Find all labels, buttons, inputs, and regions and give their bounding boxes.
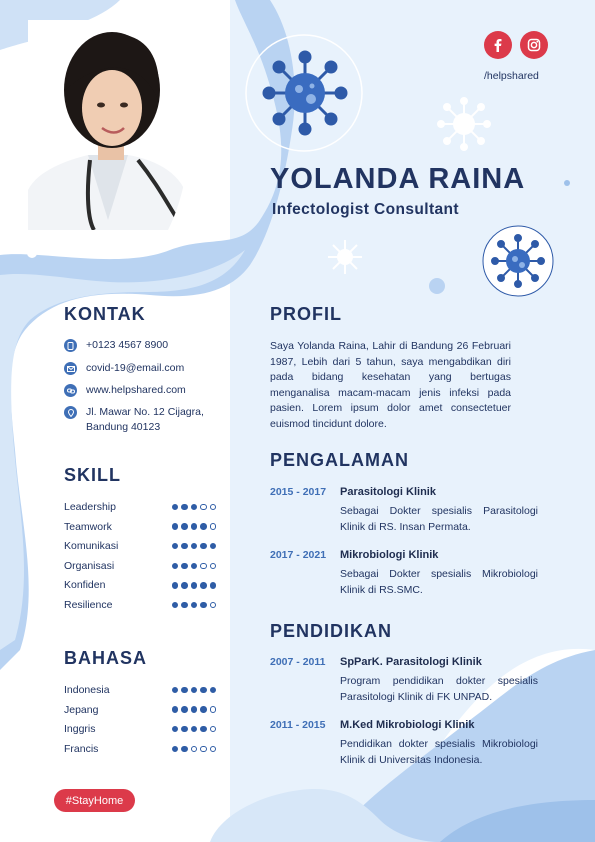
rating-dot-empty (191, 746, 198, 753)
rating-dot-filled (172, 726, 179, 733)
rating-dot-filled (191, 582, 198, 589)
experience-2-title: Mikrobiologi Klinik (340, 549, 439, 561)
rating-dot-filled (191, 687, 198, 694)
rating-dot-filled (200, 687, 207, 694)
rating-dot-empty (200, 563, 207, 570)
virus-outline-small (436, 96, 492, 152)
profile-heading: PROFIL (270, 304, 342, 324)
link-icon (64, 384, 77, 397)
skill-label: Resilience (64, 599, 113, 611)
language-row (64, 683, 216, 697)
person-role: Infectologist Consultant (272, 201, 459, 218)
contact-address-text: Jl. Mawar No. 12 Cijagra, Bandung 40123 (86, 406, 204, 433)
virus-illustration-circle (482, 225, 554, 297)
skill-label: Leadership (64, 501, 116, 513)
rating-dot-filled (191, 602, 198, 609)
email-icon (64, 362, 77, 375)
rating-dot-empty (210, 726, 217, 733)
language-label: Jepang (64, 703, 99, 716)
rating-dot-filled (191, 706, 198, 713)
education-2-years: 2011 - 2015 (270, 719, 326, 731)
rating-dot-filled (181, 582, 188, 589)
stayhome-tag: #StayHome (54, 789, 135, 812)
contact-phone-text[interactable]: +0123 4567 8900 (86, 339, 169, 351)
skill-rating (172, 582, 217, 589)
facebook-icon[interactable] (484, 31, 512, 59)
skill-label: Teamwork (64, 520, 112, 533)
rating-dot-filled (181, 563, 188, 570)
skill-label: Konfiden (64, 579, 106, 592)
skill-row (64, 578, 216, 592)
language-rating (172, 706, 217, 713)
language-row (64, 742, 216, 756)
skill-rating (172, 543, 217, 550)
contact-email-text[interactable]: covid-19@email.com (86, 362, 185, 374)
experience-2-years: 2017 - 2021 (270, 549, 327, 561)
rating-dot-filled (200, 582, 207, 589)
language-rating (172, 746, 217, 753)
experience-heading: PENGALAMAN (270, 450, 409, 470)
language-rating (172, 687, 217, 694)
social-handle[interactable]: /helpshared (484, 70, 539, 82)
language-label: Indonesia (64, 684, 110, 696)
rating-dot-filled (181, 504, 188, 511)
education-2-desc: Pendidikan dokter spesialis Mikrobiologi Klinik di Universitas Indonesia. (340, 738, 538, 766)
skill-rating (172, 602, 217, 609)
experience-1-title: Parasitologi Klinik (340, 486, 436, 498)
contact-email (64, 361, 184, 376)
skill-rating (172, 523, 217, 530)
contact-phone (64, 338, 168, 353)
rating-dot-empty (210, 746, 217, 753)
contact-address (64, 405, 224, 435)
education-1-years: 2007 - 2011 (270, 656, 326, 668)
rating-dot-filled (191, 504, 198, 511)
rating-dot-filled (191, 563, 198, 570)
rating-dot-filled (210, 582, 217, 589)
skill-row (64, 559, 216, 573)
rating-dot-empty (210, 602, 217, 609)
language-rating (172, 726, 217, 733)
skill-row (64, 539, 216, 553)
education-1-desc: Program pendidikan dokter spesialis Parasitologi Klinik di FK UNPAD. (340, 675, 538, 703)
rating-dot-filled (181, 543, 188, 550)
language-row (64, 703, 216, 717)
rating-dot-filled (172, 563, 179, 570)
rating-dot-filled (172, 687, 179, 694)
skill-row (64, 500, 216, 514)
rating-dot-filled (181, 687, 188, 694)
skill-heading: SKILL (64, 465, 121, 485)
rating-dot-empty (200, 746, 207, 753)
rating-dot-empty (210, 563, 217, 570)
rating-dot-filled (172, 523, 179, 530)
skill-row (64, 520, 216, 534)
rating-dot-empty (200, 504, 207, 511)
rating-dot-filled (181, 602, 188, 609)
contact-website-text[interactable]: www.helpshared.com (86, 384, 186, 396)
rating-dot-filled (200, 706, 207, 713)
experience-1-desc: Sebagai Dokter spesialis Parasitologi Klinik di RS. Insan Permata. (340, 505, 538, 533)
rating-dot-filled (181, 706, 188, 713)
language-label: Francis (64, 742, 99, 755)
contact-heading: KONTAK (64, 304, 146, 324)
education-heading: PENDIDIKAN (270, 621, 393, 641)
skill-label: Organisasi (64, 559, 115, 572)
rating-dot-empty (210, 504, 217, 511)
skill-rating (172, 504, 217, 511)
skill-row (64, 598, 216, 612)
virus-outline-mini (324, 236, 366, 278)
profile-photo (28, 20, 193, 230)
language-row (64, 722, 216, 736)
language-label: Inggris (64, 723, 96, 736)
rating-dot-filled (200, 523, 207, 530)
skill-rating (172, 563, 217, 570)
virus-illustration-large (262, 50, 348, 136)
rating-dot-filled (210, 543, 217, 550)
language-heading: BAHASA (64, 648, 148, 668)
person-name: YOLANDA RAINA (270, 163, 526, 195)
rating-dot-filled (191, 726, 198, 733)
education-1-title: SpParK. Parasitologi Klinik (340, 656, 482, 668)
rating-dot-filled (172, 582, 179, 589)
profile-text: Saya Yolanda Raina, Lahir di Bandung 26 Februari 1987, Lebih dari 5 tahun, saya mengabdikan diri pada bidang kesehatan yang bertugas menganalisa macam-macam jenis infeksi pada pasien. Lorem ipsum dolor amet consectetuer euismod tincidunt dolore. (270, 340, 511, 430)
experience-1-years: 2015 - 2017 (270, 486, 327, 498)
rating-dot-filled (200, 726, 207, 733)
phone-icon (64, 339, 77, 352)
rating-dot-filled (191, 543, 198, 550)
rating-dot-filled (191, 523, 198, 530)
rating-dot-empty (210, 706, 217, 713)
contact-website (64, 383, 186, 398)
rating-dot-filled (172, 543, 179, 550)
skill-label: Komunikasi (64, 540, 119, 553)
rating-dot-filled (181, 746, 188, 753)
rating-dot-filled (200, 602, 207, 609)
rating-dot-filled (181, 726, 188, 733)
rating-dot-filled (172, 602, 179, 609)
rating-dot-filled (210, 687, 217, 694)
experience-2-desc: Sebagai Dokter spesialis Mikrobiologi Klinik di RS.SMC. (340, 568, 538, 596)
rating-dot-filled (181, 523, 188, 530)
instagram-icon[interactable] (520, 31, 548, 59)
rating-dot-empty (210, 523, 217, 530)
rating-dot-filled (172, 504, 179, 511)
education-2-title: M.Ked Mikrobiologi Klinik (340, 719, 475, 731)
rating-dot-filled (172, 746, 179, 753)
rating-dot-filled (172, 706, 179, 713)
location-icon (64, 406, 77, 419)
rating-dot-filled (200, 543, 207, 550)
